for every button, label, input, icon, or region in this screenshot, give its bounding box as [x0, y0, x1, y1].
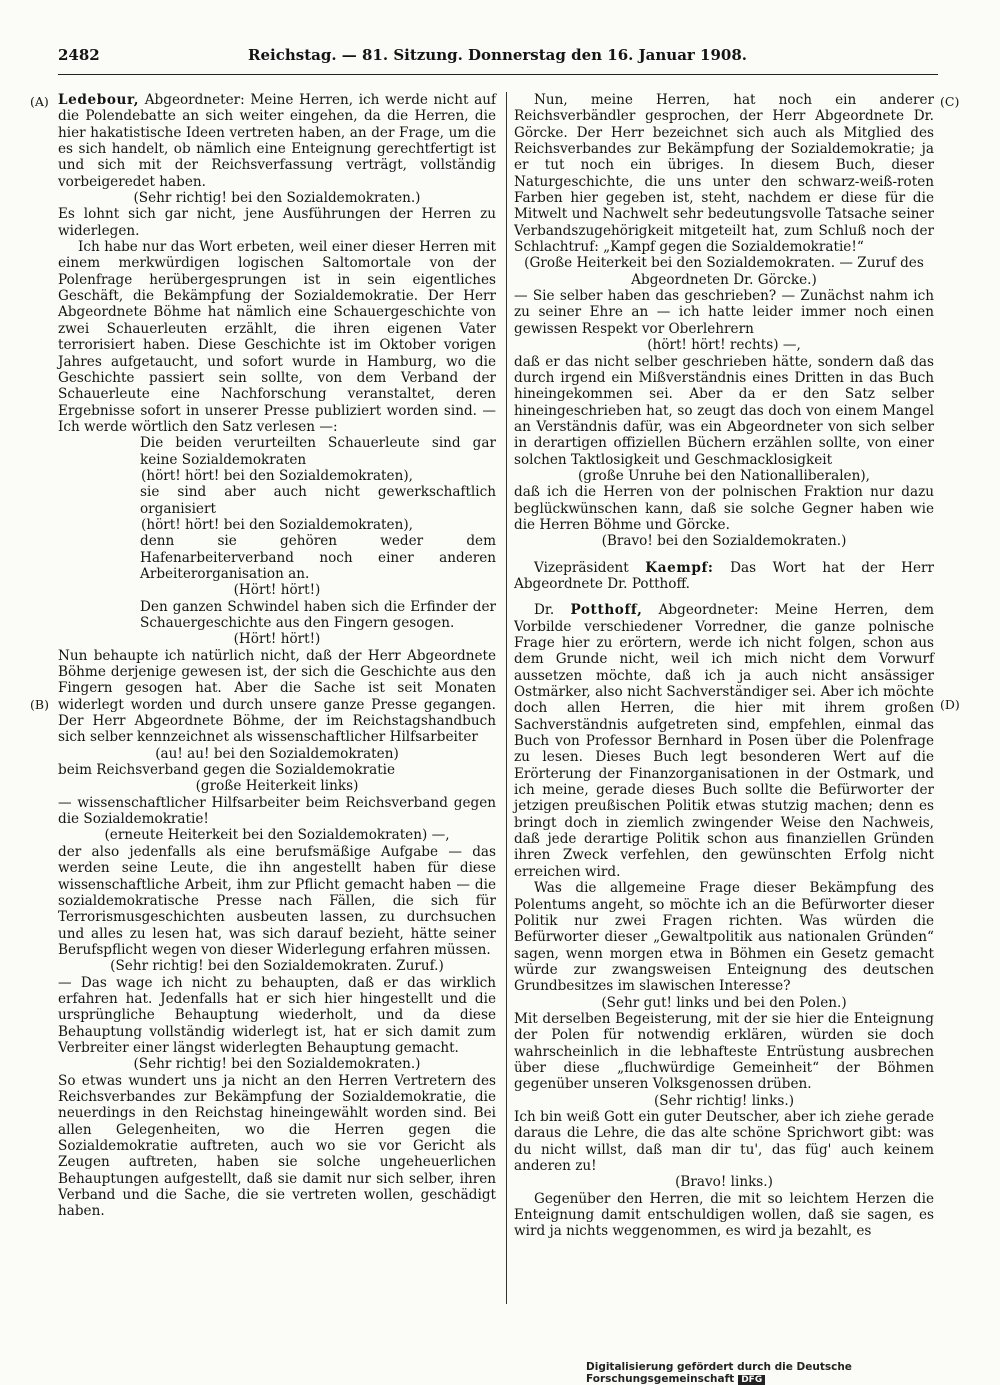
paragraph-text: Nun, meine Herren, hat noch ein anderer Reichsverbändler gesprochen, der Herr Abgeordnete Dr. Görcke. Der Herr bezeichnet sich auch als Mitglied des Reichsverbandes zur Bekämpfung der Sozialdemokratie; ja er tut noch ein übriges. In diesem Buch, dieser Naturgeschichte, die uns unter den schwarz-weiß-roten Farben hier gegeben ist, steht, nachdem er diese für die Mitwelt und Nachwelt sehr bedeutungsvolle Tatsache seiner Verbandszugehörigkeit mitgeteilt hat, zum Schluß noch der Schlachtruf: „Kampf gegen die Sozialdemokratie!“: [514, 92, 934, 256]
paragraph: [58, 1073, 496, 1220]
footer-text: Digitalisierung gefördert durch die Deutsche Forschungsgemeinschaft: [586, 1361, 852, 1385]
interjection: [514, 995, 934, 1011]
speaker-prefix: Vizepräsident: [534, 559, 646, 576]
paragraph-text: Nun behaupte ich natürlich nicht, daß der Herr Abgeordnete Böhme derjenige gewesen ist, der sich die Geschichte aus den Fingern gesogen hat. Aber die Sache ist seit Monaten widerlegt worden und durch unsere ganze Presse gegangen. Der Herr Abgeordnete Böhme, der im Reichstagshandbuch sich selber kennzeichnet als wissenschaftlicher Hilfsarbeiter: [58, 647, 496, 746]
paragraph-text: (au! au! bei den Sozialdemokraten): [155, 745, 399, 762]
quotation: [58, 533, 496, 582]
paragraph-text: (Hört! hört!): [233, 582, 321, 599]
header-rule: [58, 74, 938, 75]
paragraph-text: (Sehr richtig! bei den Sozialdemokraten. Zuruf.): [110, 958, 444, 975]
paragraph: [514, 1191, 934, 1240]
paragraph: [58, 795, 496, 828]
interjection: [514, 1174, 934, 1190]
paragraph-text: (Sehr richtig! bei den Sozialdemokraten.): [133, 1056, 421, 1073]
paragraph-text: (erneute Heiterkeit bei den Sozialdemokraten) —,: [104, 827, 450, 844]
margin-mark-a: (A): [30, 94, 49, 109]
quotation: [58, 435, 496, 468]
interjection: [514, 337, 934, 353]
paragraph-text: So etwas wundert uns ja nicht an den Herren Vertretern des Reichsverbandes zur Bekämpfung der Sozialdemokratie, die neuerdings in den Reichstag hineingewählt worden sind. Bei allen Gelegenheiten, wo die Herren gegen die Sozialdemokratie auftreten, auch wo sie vor Gericht als Zeugen auftreten, haben sie solche ungeheuerlichen Behauptungen aufgestellt, daß sie damit nur sich selber, ihren Verband und die Sache, die sie vertreten wollen, geschädigt haben.: [58, 1072, 496, 1220]
page-title: Reichstag. — 81. Sitzung. Donnerstag den 16. Januar 1908.: [248, 46, 748, 64]
interjection: [58, 746, 496, 762]
margin-mark-c: (C): [940, 94, 960, 109]
paragraph-text: (hört! hört! bei den Sozialdemokraten),: [141, 516, 413, 533]
paragraph-text: daß ich die Herren von der polnischen Fraktion nur dazu beglückwünschen kann, daß sie solche Gegner haben wie die Herren Böhme und Görcke.: [514, 484, 934, 533]
paragraph-text: (große Heiterkeit links): [195, 778, 359, 795]
paragraph: [514, 1109, 934, 1174]
paragraph: [514, 484, 934, 533]
interjection: [58, 631, 496, 647]
paragraph-text: (Sehr richtig! bei den Sozialdemokraten.): [133, 190, 421, 207]
paragraph: [514, 1011, 934, 1093]
paragraph-text: der also jedenfalls als eine berufsmäßige Aufgabe — das werden seine Leute, die ihn angestellt haben für diese wissenschaftliche Arbeit, ihm zur Pflicht gemacht haben — die sozialdemokratische Presse nach Fällen, die sich für Terrorismusgeschichten ausbeuten lassen, zu durchsuchen und alles zu lesen hat, was sich darauf bezieht, hätte seiner Berufspflicht wegen von dieser Widerlegung erfahren müssen.: [58, 843, 496, 958]
interjection: [58, 1056, 496, 1072]
paragraph-text: (Große Heiterkeit bei den Sozialdemokraten. — Zuruf des Abgeordneten Dr. Görcke.): [524, 255, 924, 288]
paragraph-text: (hört! hört! bei den Sozialdemokraten),: [141, 467, 413, 484]
interjection: [58, 468, 496, 484]
interjection: [514, 255, 934, 288]
interjection: [514, 1093, 934, 1109]
footer: [586, 1361, 1000, 1385]
paragraph-text: — Das wage ich nicht zu behaupten, daß er das wirklich erfahren hat. Jedenfalls hat er sich hier hingestellt und die ursprüngliche Behauptung wiederholt, und da diese Behauptung vollständig widerlegt ist, hat er sich damit zum Verbreiter einer längst widerlegten Behauptung gemacht.: [58, 974, 496, 1056]
paragraph-text: (Hört! hört!): [233, 631, 321, 648]
interjection: [58, 778, 496, 794]
interjection: [514, 468, 934, 484]
page-header: [58, 46, 938, 70]
interjection: [58, 190, 496, 206]
paragraph: [58, 975, 496, 1057]
paragraph-text: Das Wort hat der Herr Abgeordnete Dr. Potthoff.: [514, 559, 934, 592]
quotation: [58, 599, 496, 632]
paragraph-text: Ich bin weiß Gott ein guter Deutscher, aber ich ziehe gerade daraus die Lehre, die das alte schöne Sprichwort gibt: was du nicht willst, daß man dir tu', das füg' auch keinem anderen zu!: [514, 1108, 934, 1174]
quotation: [58, 484, 496, 517]
paragraph-text: Gegenüber den Herren, die mit so leichtem Herzen die Enteignung damit entschuldigen wollen, daß sie sagen, es wird ja nichts weggenommen, es wird ja bezahlt, es: [514, 1190, 934, 1240]
paragraph-text: (Sehr richtig! links.): [653, 1092, 795, 1109]
paragraph-text: Ich habe nur das Wort erbeten, weil einer dieser Herren mit einem merkwürdigen logischen Saltomortale von der Polenfrage herübergesprungen ist in sein eigentliches Geschäft, die Bekämpfung der Sozialdemokratie. Der Herr Abgeordnete Böhme hat nämlich eine Schauergeschichte von zwei Schauerleuten erzählt, die ihren eigenen Vater terrorisiert haben. Diese Geschichte ist im Oktober vorigen Jahres aufgetaucht, und sofort wurde in Hamburg, wo die Geschichte passiert sein sollte, von dem Verband der Schauerleute eine Nachforschung veranstaltet, deren Ergebnisse sofort in unserer Presse publiziert worden sind. — Ich werde wörtlich den Satz verlesen —:: [58, 239, 496, 435]
paragraph-text: Abgeordneter: Meine Herren, dem Vorbilde verschiedener Vorredner, die ganze polnische Frage hier zu erörtern, werde ich nicht folgen, schon aus dem Grunde nicht, weil ich mich nicht dem Vorwurf aussetzen möchte, daß ich ja auch nicht ansässiger Ostmärker, also nicht Sachverständiger sei. Aber ich möchte doch allen Herren, die hier mit ihrem großen Sachverständnis aufgetreten sind, empfehlen, einmal das Buch von Professor Bernhard in Posen über die Polenfrage zu lesen. Dieses Buch legt besonderen Wert auf die Erörterung der Finanzorganisationen in der Ostmark, und ich meine, gerade dieses Buch sollte die Befürworter der jetzigen preußischen Politik etwas stutzig machen; denn es bringt doch in ziemlich zwingender Weise den Nachweis, daß jede derartige Politik schon aus finanziellen Gründen ihren Zweck verfehlen, den gewünschten Erfolg nicht erreichen wird.: [514, 602, 935, 880]
speaker-name: Kaempf:: [645, 559, 714, 576]
column-divider: [506, 92, 507, 1304]
paragraph: [58, 92, 496, 190]
paragraph: [58, 206, 496, 239]
paragraph-text: Abgeordneter: Meine Herren, ich werde nicht auf die Polendebatte an sich weiter eingehen, da die Herren, die hier hakatistische Ideen vertreten haben, an der Frage, um die es sich handelt, ob nämlich eine Enteignung gerechtfertigt ist und sich mit der Reichsverfassung verträgt, vollständig vorbeigeredet haben.: [58, 92, 496, 190]
paragraph-text: beim Reichsverband gegen die Sozialdemokratie: [58, 762, 396, 779]
speaker-name: Potthoff,: [570, 602, 643, 619]
paragraph-text: Den ganzen Schwindel haben sich die Erfinder der Schauergeschichte aus den Fingern gesogen.: [140, 598, 496, 631]
margin-mark-b: (B): [30, 697, 49, 712]
margin-mark-d: (D): [940, 697, 960, 712]
interjection: [514, 533, 934, 549]
page-number: 2482: [58, 46, 100, 64]
paragraph: [58, 648, 496, 746]
paragraph-text: — wissenschaftlicher Hilfsarbeiter beim Reichsverband gegen die Sozialdemokratie!: [58, 794, 496, 828]
paragraph-text: daß er das nicht selber geschrieben hätte, sondern daß das durch irgend ein Mißverständnis eines Dritten in das Buch hineingekommen sei. Aber da er den Satz selber hineingeschrieben hat, so zeugt das doch von einem Mangel an Verständnis dafür, was ein Abgeordneter von sich selber in derartigen offiziellen Büchern erzählen sollte, von einer solchen Taktlosigkeit und Geschmacklosigkeit: [514, 353, 934, 468]
interjection: [58, 517, 496, 533]
paragraph-text: — Sie selber haben das geschrieben? — Zunächst nahm ich zu seiner Ehre an — ich hatte leider immer noch einen gewissen Respekt vor Oberlehrern: [514, 288, 934, 337]
paragraph: [514, 880, 934, 994]
left-column: [58, 92, 496, 1220]
paragraph: [58, 239, 496, 435]
interjection: [58, 958, 496, 974]
paragraph-text: Die beiden verurteilten Schauerleute sind gar keine Sozialdemokraten: [140, 435, 496, 468]
interjection: [58, 582, 496, 598]
paragraph-text: (Bravo! links.): [675, 1174, 773, 1191]
speaker-paragraph: [514, 602, 934, 880]
paragraph-text: (große Unruhe bei den Nationalliberalen),: [578, 467, 870, 484]
paragraph-text: (Bravo! bei den Sozialdemokraten.): [601, 533, 847, 550]
paragraph-text: sie sind aber auch nicht gewerkschaftlich organisiert: [140, 484, 496, 517]
speaker-name: Ledebour,: [58, 92, 140, 108]
paragraph-text: (Sehr gut! links und bei den Polen.): [601, 994, 847, 1011]
dfg-logo: DFG: [738, 1375, 765, 1385]
paragraph-text: Was die allgemeine Frage dieser Bekämpfung des Polentums angeht, so möchte ich an die Befürworter dieser Politik nur zwei Fragen richten. Was würden die Befürworter dieser „Gewaltpolitik aus nationalen Gründen“ sagen, wenn morgen etwa in Böhmen ein Gesetz gemacht würde zur zwangsweisen Enteignung des deutschen Grundbesitzes im slawischen Interesse?: [514, 880, 934, 995]
speaker-prefix: Dr.: [534, 602, 571, 619]
interjection: [58, 827, 496, 843]
paragraph: [514, 288, 934, 337]
paragraph: [58, 844, 496, 958]
paragraph-text: Es lohnt sich gar nicht, jene Ausführungen der Herren zu widerlegen.: [58, 206, 496, 239]
right-column: [514, 92, 934, 1240]
paragraph: [514, 354, 934, 468]
paragraph: [514, 92, 934, 255]
paragraph-text: (hört! hört! rechts) —,: [647, 337, 801, 354]
paragraph: [58, 762, 496, 778]
paragraph-text: denn sie gehören weder dem Hafenarbeiterverband noch einer anderen Arbeiterorganisation an.: [140, 533, 496, 582]
speaker-paragraph: [514, 560, 934, 593]
paragraph-text: Mit derselben Begeisterung, mit der sie hier die Enteignung der Polen für notwendig erklären, würden sie doch wahrscheinlich in die lebhafteste Entrüstung ausbrechen über diese „fluchwürdige Gemeinheit“ der Böhmen gegenüber unseren Volksgenossen drüben.: [514, 1010, 934, 1093]
